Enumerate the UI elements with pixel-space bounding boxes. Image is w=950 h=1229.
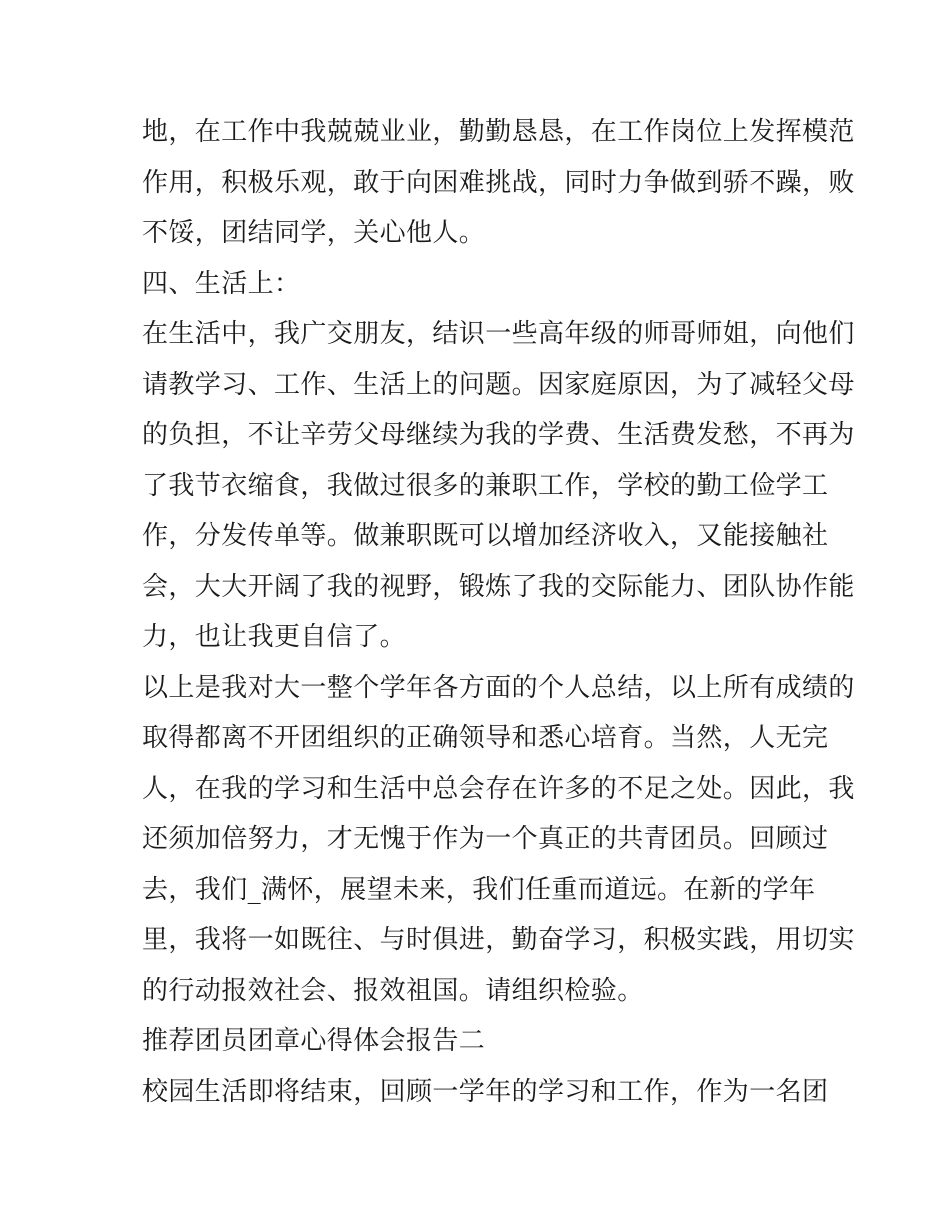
body-line: 以上是我对大一整个学年各方面的个人总结，以上所有成绩的 — [142, 672, 855, 703]
body-line: 取得都离不开团组织的正确领导和悉心培育。当然，人无完 — [142, 723, 829, 753]
body-line: 作，分发传单等。做兼职既可以增加经济收入，又能接触社 — [142, 521, 829, 551]
body-line: 里，我将一如既往、与时俱进，勤奋学习，积极实践，用切实 — [142, 925, 855, 955]
document-body — [142, 107, 855, 1117]
body-line: 的行动报效社会、报效祖国。请组织检验。 — [142, 975, 644, 1006]
body-line: 的负担，不让辛劳父母继续为我的学费、生活费发愁，不再为 — [142, 420, 855, 450]
body-line: 力，也让我更自信了。 — [142, 622, 407, 652]
body-line: 了我节衣缩食，我做过很多的兼职工作，学校的勤工俭学工 — [142, 470, 829, 501]
report-two-title: 推荐团员团章心得体会报告二 — [142, 1026, 486, 1056]
body-line: 在生活中，我广交朋友，结识一些高年级的师哥师姐，向他们 — [142, 319, 855, 349]
body-line: 去，我们_满怀，展望未来，我们任重而道远。在新的学年 — [142, 874, 816, 905]
body-line: 还须加倍努力，才无愧于作为一个真正的共青团员。回顾过 — [142, 824, 829, 854]
body-line: 作用，积极乐观，敢于向困难挑战，同时力争做到骄不躁，败 — [142, 167, 855, 198]
body-line: 校园生活即将结束，回顾一学年的学习和工作，作为一名团 — [142, 1076, 829, 1107]
body-line: 地，在工作中我兢兢业业，勤勤恳恳，在工作岗位上发挥模范 — [142, 117, 855, 147]
body-line: 请教学习、工作、生活上的问题。因家庭原因，为了减轻父母 — [142, 369, 855, 400]
section-heading-life: 四、生活上： — [142, 268, 301, 299]
body-line: 不馁，团结同学，关心他人。 — [142, 218, 486, 248]
body-line: 人，在我的学习和生活中总会存在许多的不足之处。因此，我 — [142, 773, 855, 804]
body-line: 会，大大开阔了我的视野，锻炼了我的交际能力、团队协作能 — [142, 571, 855, 602]
